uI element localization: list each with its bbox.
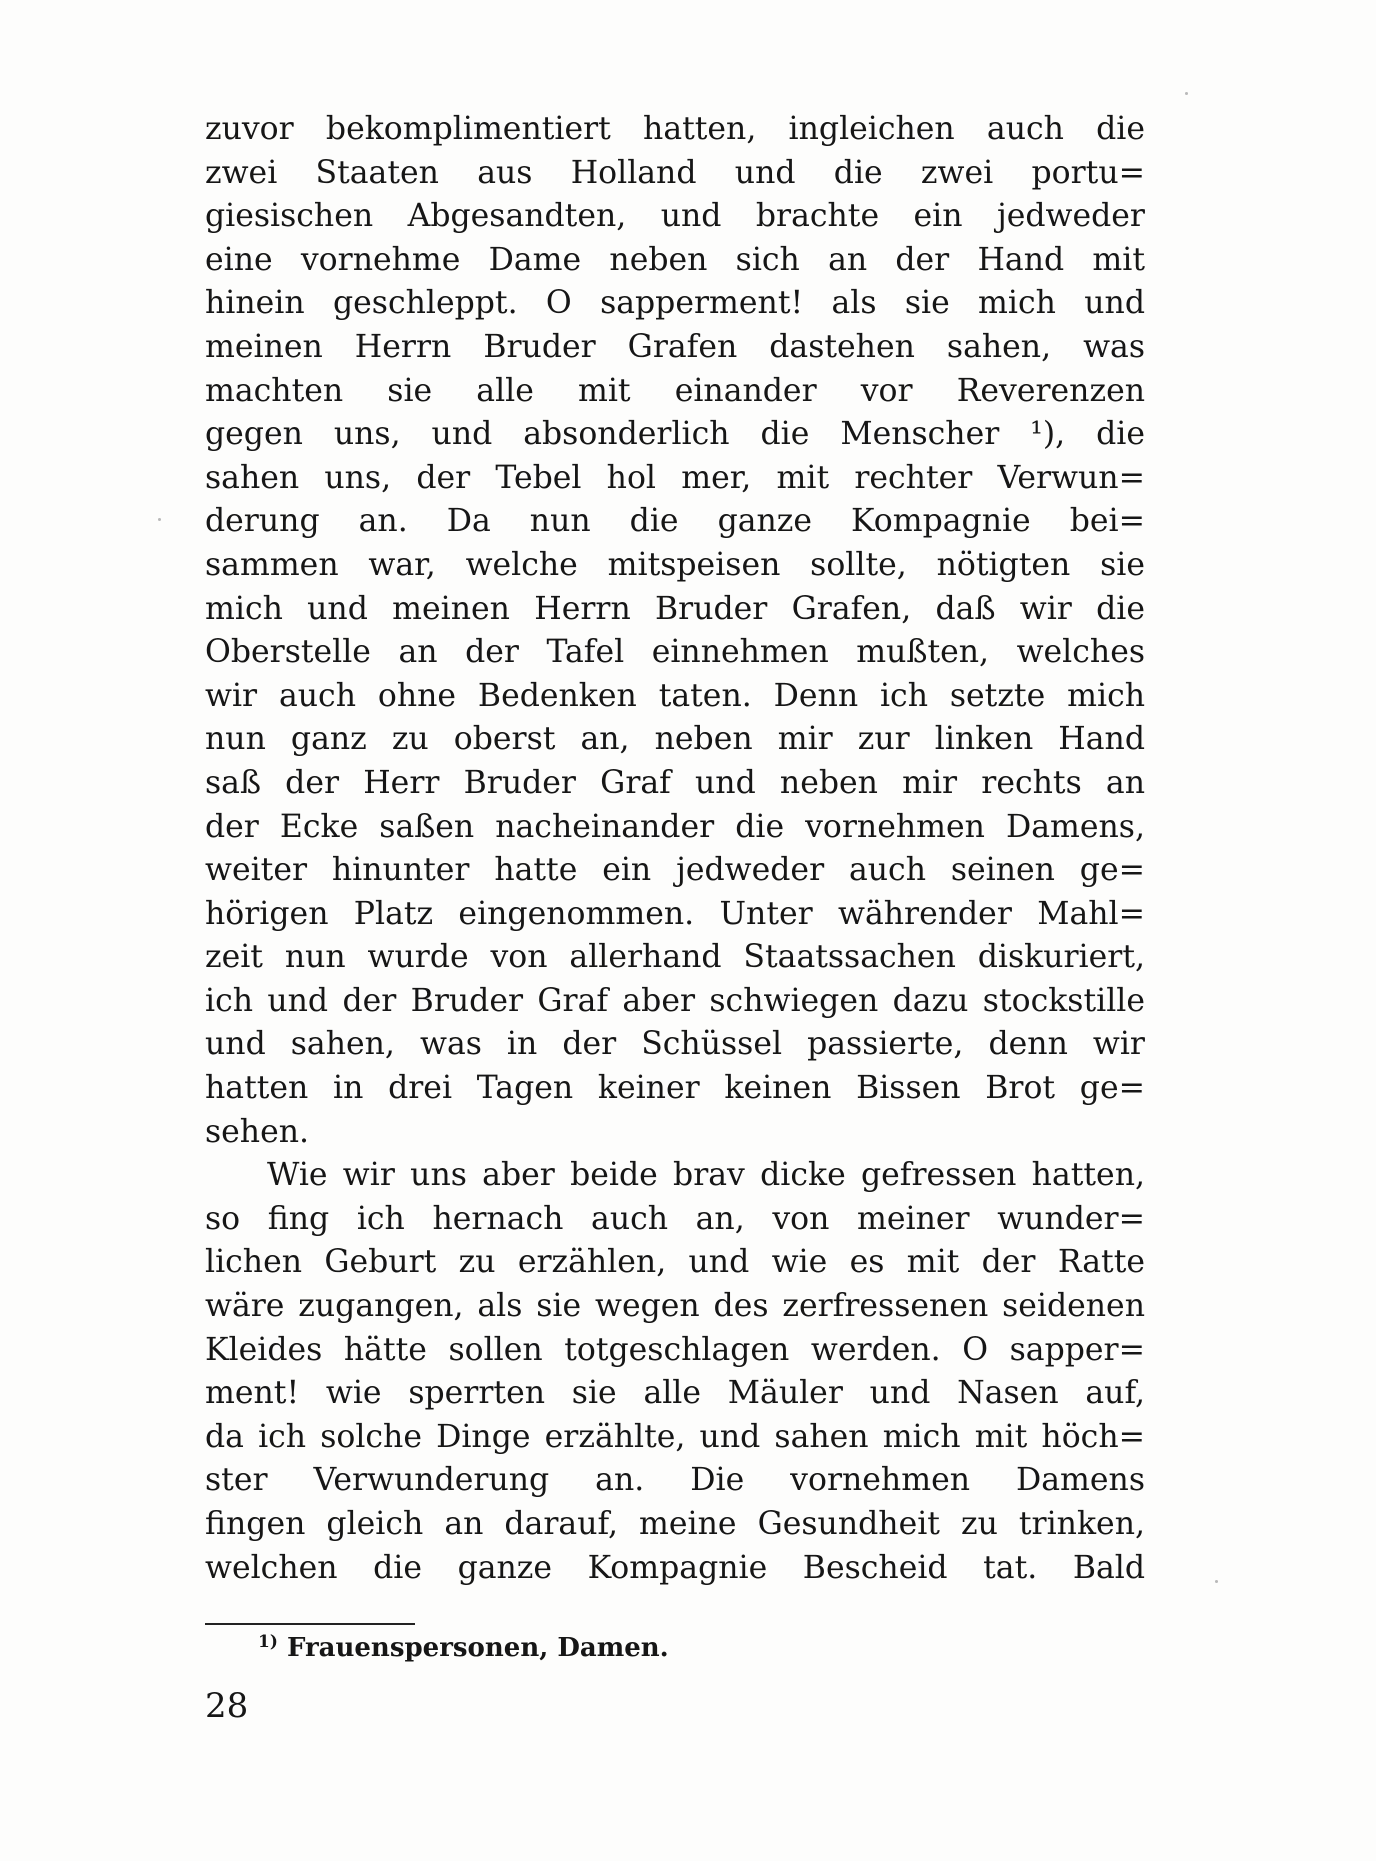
paragraph-first-line: Wie wir uns aber beide brav dicke gefressen hatten, [267, 1157, 1145, 1194]
text-line: hatten in drei Tagen keiner keinen Bissen Brot ge= [205, 1070, 1145, 1107]
text-line: hörigen Platz eingenommen. Unter währender Mahl= [205, 895, 1145, 932]
text-line: weiter hinunter hatte ein jedweder auch seinen ge= [205, 852, 1145, 889]
footnote-text: Frauenspersonen, Damen. [286, 1633, 669, 1663]
text-line: ich und der Bruder Graf aber schwiegen dazu stockstille [205, 982, 1145, 1019]
text-line: lichen Geburt zu erzählen, und wie es mit der Ratte [205, 1244, 1145, 1281]
text-line: Kleides hätte sollen totgeschlagen werden. O sapper= [205, 1331, 1145, 1368]
text-line: ster Verwunderung an. Die vornehmen Damens [205, 1462, 1145, 1499]
text-line: zwei Staaten aus Holland und die zwei portu= [205, 154, 1145, 191]
text-line: zeit nun wurde von allerhand Staatssachen diskuriert, [205, 939, 1145, 976]
text-line: der Ecke saßen nacheinander die vornehmen Damens, [205, 808, 1145, 845]
text-line: giesischen Abgesandten, und brachte ein jedweder [205, 198, 1145, 235]
text-line: saß der Herr Bruder Graf und neben mir rechts an [205, 764, 1145, 801]
text-line: mich und meinen Herrn Bruder Grafen, daß wir die [205, 590, 1145, 627]
text-line: sahen uns, der Tebel hol mer, mit rechter Verwun= [205, 459, 1145, 496]
text-line: da ich solche Dinge erzählte, und sahen mich mit höch= [205, 1418, 1145, 1455]
footnote [258, 1632, 669, 1663]
paper-speck [1185, 92, 1188, 95]
text-line: meinen Herrn Bruder Grafen dastehen sahen, was [205, 328, 1145, 365]
text-line: nun ganz zu oberst an, neben mir zur linken Hand [205, 721, 1145, 758]
text-line: und sahen, was in der Schüssel passierte, denn wir [205, 1026, 1145, 1063]
text-line: eine vornehme Dame neben sich an der Hand mit [205, 241, 1145, 278]
text-line: gegen uns, und absonderlich die Menscher ¹), die [205, 416, 1145, 453]
text-line: welchen die ganze Kompagnie Bescheid tat. Bald [205, 1549, 1145, 1586]
body-text [205, 108, 1145, 1590]
text-line: ment! wie sperrten sie alle Mäuler und Nasen auf, [205, 1375, 1145, 1412]
text-line: sehen. [205, 1113, 310, 1150]
paper-speck [158, 518, 161, 521]
footnote-divider [205, 1623, 415, 1625]
footnote-marker: 1) [258, 1632, 278, 1652]
text-line: sammen war, welche mitspeisen sollte, nötigten sie [205, 546, 1145, 583]
text-line: zuvor bekomplimentiert hatten, ingleichen auch die [205, 111, 1145, 147]
text-line: fingen gleich an darauf, meine Gesundheit zu trinken, [205, 1506, 1145, 1542]
text-line: derung an. Da nun die ganze Kompagnie bei= [205, 503, 1145, 540]
page-number: 28 [205, 1686, 249, 1726]
text-line: wäre zugangen, als sie wegen des zerfressenen seidenen [205, 1288, 1145, 1325]
text-line: so fing ich hernach auch an, von meiner wunder= [205, 1200, 1145, 1237]
paper-speck [1215, 1580, 1218, 1583]
text-line: Oberstelle an der Tafel einnehmen mußten, welches [205, 634, 1145, 671]
text-line: hinein geschleppt. O sapperment! als sie mich und [205, 285, 1145, 322]
text-line: machten sie alle mit einander vor Reverenzen [205, 372, 1145, 409]
text-line: wir auch ohne Bedenken taten. Denn ich setzte mich [205, 677, 1145, 714]
